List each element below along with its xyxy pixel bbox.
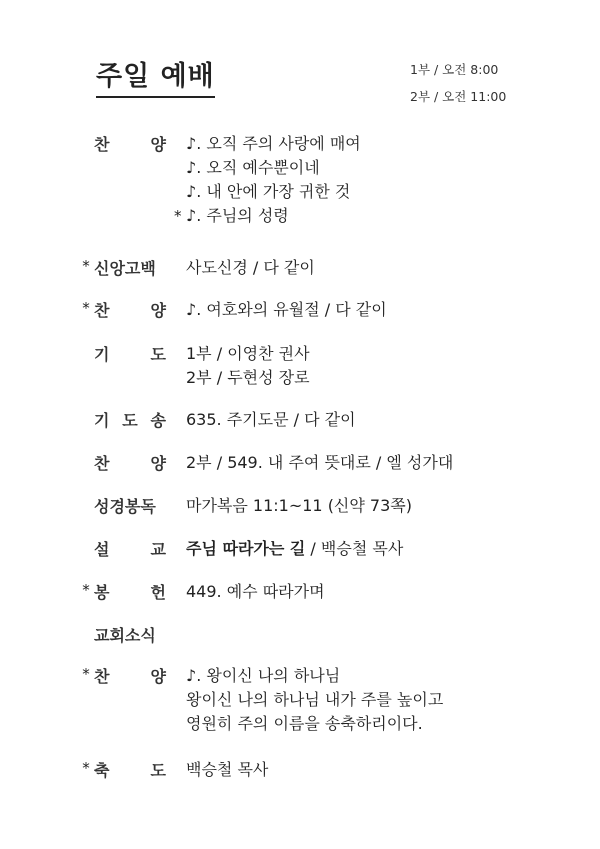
content-line <box>186 580 325 604</box>
content-line <box>186 408 356 432</box>
order-content <box>174 132 361 228</box>
service-time-1: 1부 / 오전 8:00 <box>410 62 499 77</box>
order-label: 기 도 <box>94 345 166 364</box>
content-text: 오직 주의 사랑에 매여 <box>206 134 361 153</box>
content-text: 1부 / 이영찬 권사 <box>186 344 310 363</box>
content-line <box>186 537 403 561</box>
order-content <box>186 298 387 322</box>
order-label: 신앙고백 <box>94 259 156 278</box>
content-line <box>186 494 412 518</box>
order-content <box>186 537 403 561</box>
order-content <box>186 664 443 736</box>
content-text: 449. 예수 따라가며 <box>186 582 325 601</box>
order-label: 설 교 <box>94 540 166 559</box>
stand-marker: * <box>82 665 90 683</box>
music-note-icon: ♪. <box>186 134 202 153</box>
order-content <box>186 580 325 604</box>
content-line <box>174 204 361 228</box>
stand-marker: * <box>82 257 90 275</box>
content-line <box>186 664 443 688</box>
content-text: 백승철 목사 <box>186 760 269 779</box>
content-line <box>186 256 315 280</box>
order-label: 기 도 송 <box>94 411 166 430</box>
content-line <box>186 156 361 180</box>
order-content <box>186 342 310 390</box>
music-note-icon: ♪. <box>186 206 202 225</box>
music-note-icon: ♪. <box>186 300 202 319</box>
music-note-icon: ♪. <box>186 666 202 685</box>
content-text: 주님의 성령 <box>206 206 289 225</box>
content-line <box>186 298 387 322</box>
content-text: 오직 예수뿐이네 <box>206 158 320 177</box>
content-line <box>186 758 268 782</box>
content-text: 왕이신 나의 하나님 <box>206 666 341 685</box>
order-label: 찬 양 <box>94 667 166 686</box>
order-label: 찬 양 <box>94 301 166 320</box>
content-text: 내 안에 가장 귀한 것 <box>206 182 351 201</box>
order-content <box>186 451 453 475</box>
content-line <box>186 132 361 156</box>
content-line <box>186 342 310 366</box>
order-content <box>186 758 268 782</box>
stand-marker: * <box>82 581 90 599</box>
content-text: 마가복음 11:1~11 (신약 73쪽) <box>186 496 412 515</box>
order-label: 봉 헌 <box>94 583 166 602</box>
music-note-icon: ♪. <box>186 158 202 177</box>
stand-marker: * <box>82 299 90 317</box>
content-text: / 백승철 목사 <box>305 539 404 558</box>
content-line <box>186 451 453 475</box>
music-note-icon: ♪. <box>186 182 202 201</box>
content-line <box>186 366 310 390</box>
content-text: 사도신경 / 다 같이 <box>186 258 315 277</box>
order-content <box>186 408 356 432</box>
order-content <box>186 494 412 518</box>
order-content <box>186 256 315 280</box>
content-text: 여호와의 유월절 / 다 같이 <box>206 300 387 319</box>
stand-marker: * <box>82 759 90 777</box>
stand-marker: * <box>174 207 182 225</box>
content-text: 왕이신 나의 하나님 내가 주를 높이고 <box>186 690 444 709</box>
order-label: 교회소식 <box>94 626 156 645</box>
page-title: 주일 예배 <box>96 60 215 98</box>
content-text: 635. 주기도문 / 다 같이 <box>186 410 356 429</box>
content-text: 2부 / 549. 내 주여 뜻대로 / 엘 성가대 <box>186 453 454 472</box>
content-text: 영원히 주의 이름을 송축하리이다. <box>186 714 423 733</box>
content-line <box>186 712 443 736</box>
order-label: 찬 양 <box>94 454 166 473</box>
order-label: 성경봉독 <box>94 497 156 516</box>
content-text: 2부 / 두현성 장로 <box>186 368 310 387</box>
order-label: 축 도 <box>94 761 166 780</box>
content-line <box>186 180 361 204</box>
service-time-2: 2부 / 오전 11:00 <box>410 89 507 104</box>
order-label: 찬 양 <box>94 135 166 154</box>
content-line <box>186 688 443 712</box>
sermon-title: 주님 따라가는 길 <box>186 539 306 558</box>
